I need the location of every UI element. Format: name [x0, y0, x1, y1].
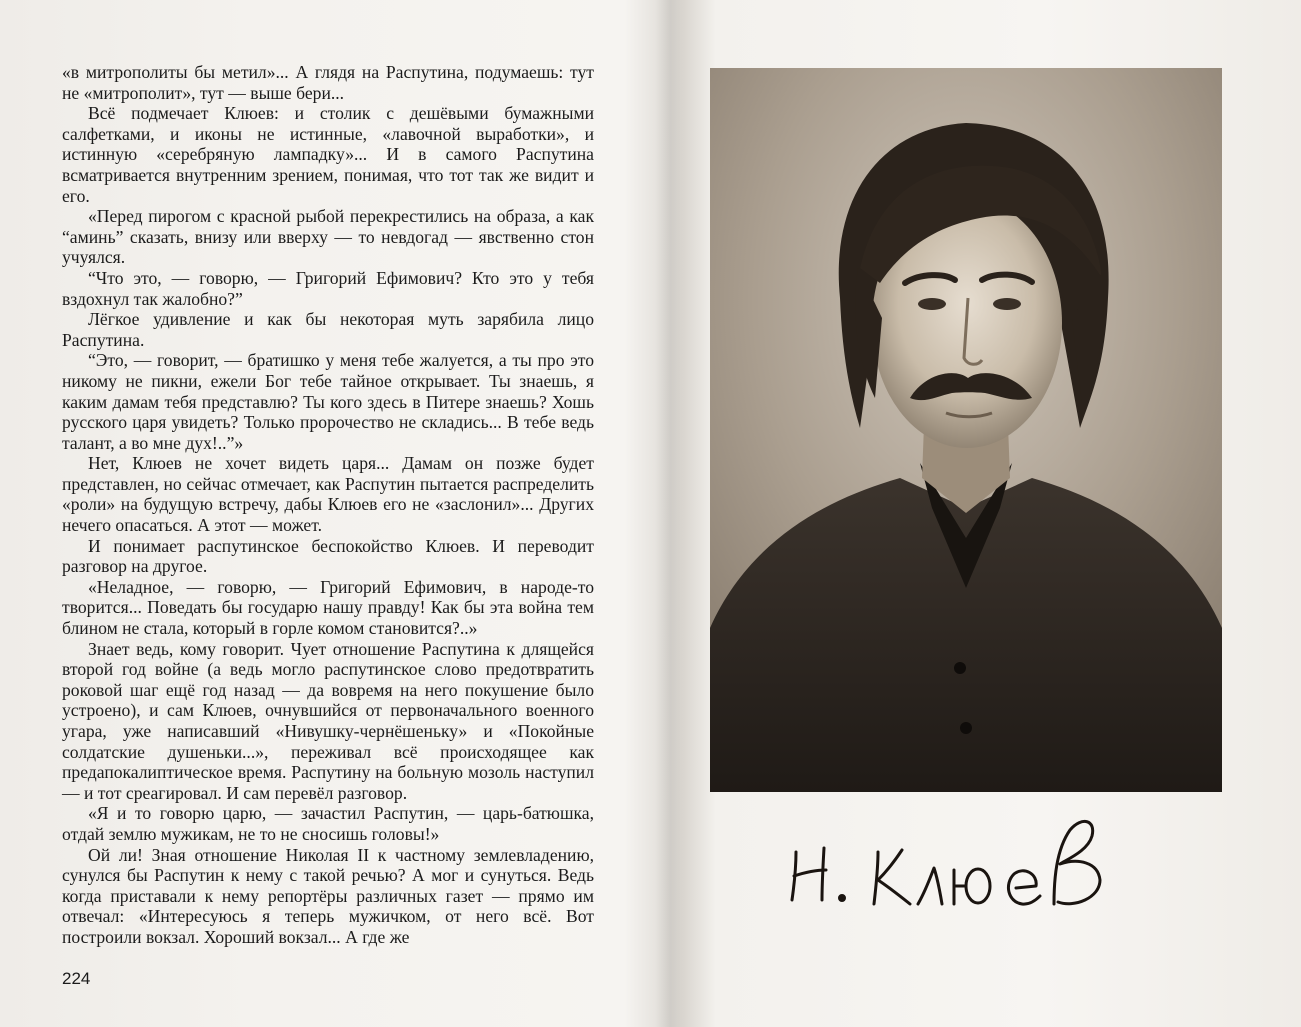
signature	[778, 800, 1138, 920]
signature-handwriting	[778, 800, 1138, 920]
text-column	[62, 62, 594, 948]
text-paragraph: «Я и то говорю царю, — зачастил Распутин, — царь-батюшка, отдай землю мужикам, не то не сносишь головы!»	[62, 803, 594, 844]
text-paragraph: “Это, — говорит, — братишко у меня тебе жалуется, а ты про это никому не пикни, ежели Бог тебе тайное открывает. Ты знаешь, я каким дамам тебя представлю? Ты кого здесь в Питере знаешь? Хошь русского царя увидеть? Только пророчество не складись... В тебе ведь талант, а во мне дух!..”»	[62, 350, 594, 453]
portrait-illustration	[710, 68, 1222, 792]
text-paragraph: Знает ведь, кому говорит. Чует отношение Распутина к длящейся второй год войне (а ведь могло распутинское слово предотвратить роковой шаг ещё год назад — да вовремя на него покушение было устроено), и сам Клюев, очнувшийся от первоначального военного угара, уже написавший «Нивушку-чернёшеньку» и «Покойные солдатские душеньки...», переживал всё происходящее как предапокалиптическое время. Распутину на больную мозоль наступил — и тот среагировал. И сам перевёл разговор.	[62, 638, 594, 803]
portrait-photo	[710, 68, 1222, 792]
text-paragraph: «в митрополиты бы метил»... А глядя на Распутина, подумаешь: тут не «митрополит», тут — выше бери...	[62, 62, 594, 103]
page-number: 224	[62, 969, 91, 988]
text-paragraph: Лёгкое удивление и как бы некоторая муть зарябила лицо Распутина.	[62, 309, 594, 350]
text-paragraph: «Неладное, — говорю, — Григорий Ефимович, в народе-то творится... Поведать бы государю нашу правду! Как бы эта война тем блином не стала, который в горле комом становится?..»	[62, 576, 594, 639]
text-paragraph: И понимает распутинское беспокойство Клюев. И переводит разговор на другое.	[62, 535, 594, 577]
text-paragraph: Нет, Клюев не хочет видеть царя... Дамам он позже будет представлен, но сейчас отмечает, как Распутин пытается распределить «роли» на будущую встречу, дабы Клюев его не «заслонил»... Других нечего опасаться. А этот — может.	[62, 453, 594, 536]
book-gutter	[655, 0, 683, 1027]
text-paragraph: “Что это, — говорю, — Григорий Ефимович? Кто это у тебя вздохнул так жалобно?”	[62, 267, 594, 309]
text-paragraph: Всё подмечает Клюев: и столик с дешёвыми бумажными салфетками, и иконы не истинные, «лавочной выработки», и истинную «серебряную лампадку»... И в самого Распутина всматривается внутренним зрением, понимая, что тот так же видит и его.	[62, 103, 594, 206]
text-paragraph: Ой ли! Зная отношение Николая II к частному землевладению, сунулся бы Распутин к нему с такой речью? А мог и сунуться. Ведь когда приставали к нему репортёры различных газет — прямо им отвечал: «Интересуюсь я теперь мужичком, от него всё. Вот построили вокзал. Хороший вокзал... А где же	[62, 844, 594, 947]
text-paragraph: «Перед пирогом с красной рыбой перекрестились на образа, а как “аминь” сказать, внизу или вверху — то невдогад — явственно стон учуялся.	[62, 206, 594, 268]
